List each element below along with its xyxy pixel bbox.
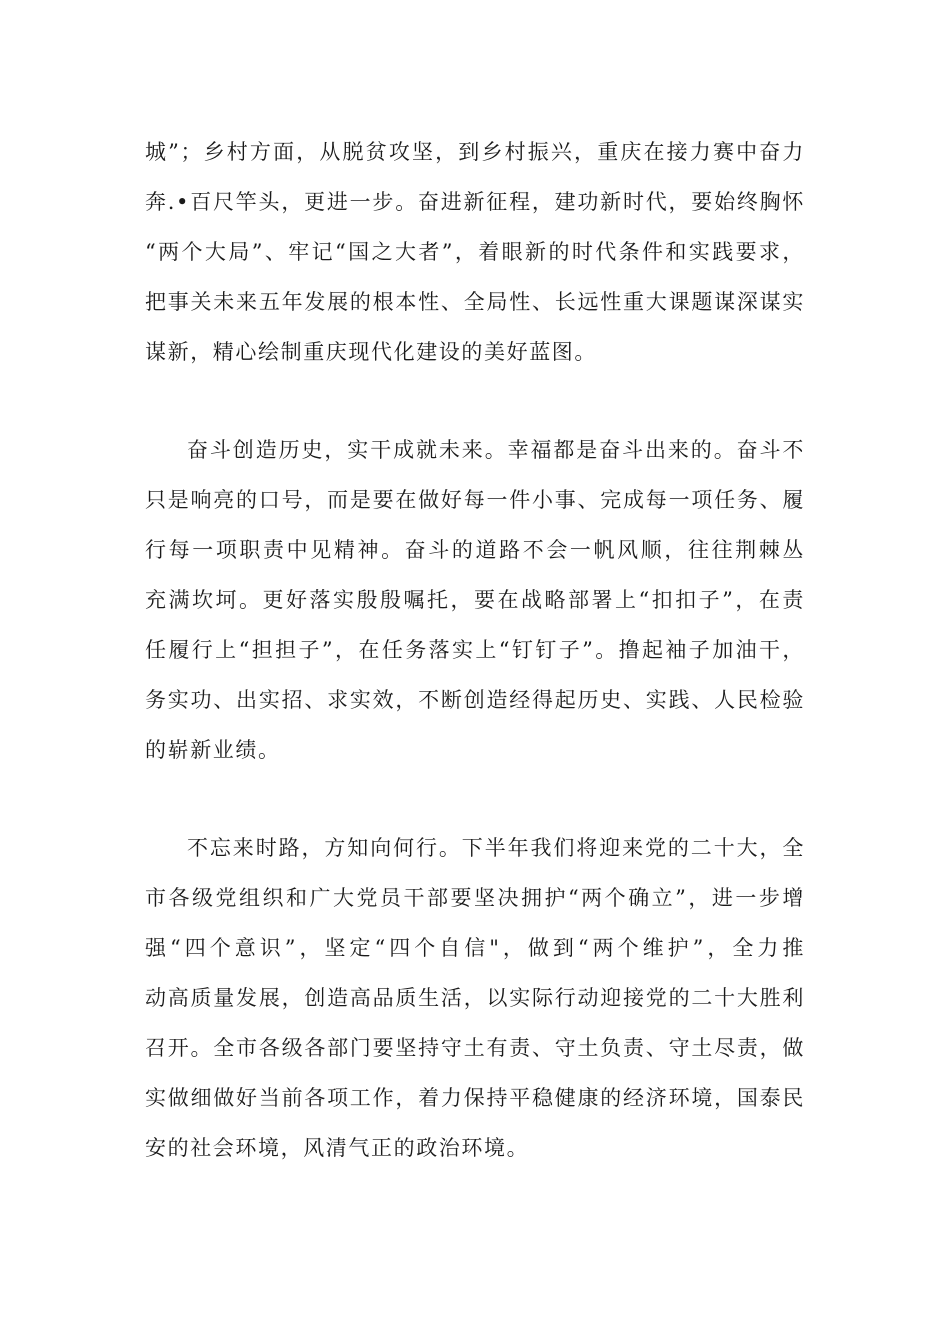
- text-line: 行每一项职责中见精神。奋斗的道路不会一帆风顺，往往荆棘丛: [145, 538, 805, 562]
- text-line: 的崭新业绩。: [145, 738, 281, 762]
- text-line: 不忘来时路，方知向何行。下半年我们将迎来党的二十大，全: [187, 836, 805, 860]
- text-line: 奔.•百尺竿头，更进一步。奋进新征程，建功新时代，要始终胸怀: [145, 190, 805, 214]
- text-line: 任履行上“担担子”，在任务落实上“钉钉子”。撸起袖子加油干，: [145, 638, 805, 662]
- text-line: “两个大局”、牢记“国之大者”，着眼新的时代条件和实践要求，: [145, 240, 805, 264]
- paragraph-3: [145, 823, 805, 1173]
- text-line: 谋新，精心绘制重庆现代化建设的美好蓝图。: [145, 340, 597, 364]
- text-line: 奋斗创造历史，实干成就未来。幸福都是奋斗出来的。奋斗不: [187, 438, 805, 462]
- text-line: 只是响亮的口号，而是要在做好每一件小事、完成每一项任务、履: [145, 488, 805, 512]
- text-line: 安的社会环境，风清气正的政治环境。: [145, 1136, 530, 1160]
- text-line: 强“四个意识”，坚定“四个自信"，做到“两个维护”，全力推: [145, 936, 805, 960]
- text-line: 把事关未来五年发展的根本性、全局性、长远性重大课题谋深谋实: [145, 290, 805, 314]
- text-line: 市各级党组织和广大党员干部要坚决拥护“两个确立”，进一步增: [145, 886, 805, 910]
- text-line: 城”；乡村方面，从脱贫攻坚，到乡村振兴，重庆在接力赛中奋力: [145, 140, 805, 164]
- text-line: 务实功、出实招、求实效，不断创造经得起历史、实践、人民检验: [145, 688, 805, 712]
- paragraph-1: [145, 127, 805, 377]
- text-line: 实做细做好当前各项工作，着力保持平稳健康的经济环境，国泰民: [145, 1086, 805, 1110]
- text-line: 动高质量发展，创造高品质生活，以实际行动迎接党的二十大胜利: [145, 986, 805, 1010]
- text-line: 召开。全市各级各部门要坚持守土有责、守土负责、守土尽责，做: [145, 1036, 805, 1060]
- paragraph-2: [145, 425, 805, 775]
- text-line: 充满坎坷。更好落实殷殷嘱托，要在战略部署上“扣扣子”，在责: [145, 588, 805, 612]
